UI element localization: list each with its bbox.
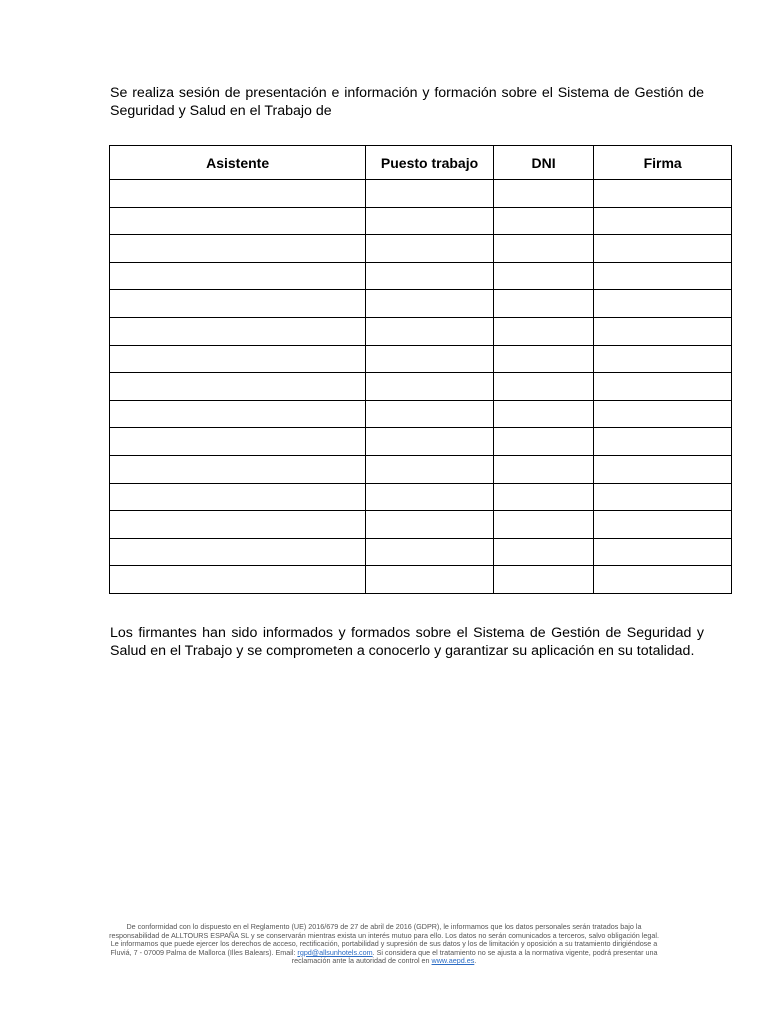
puesto-trabajo-cell[interactable] (366, 483, 494, 511)
table-row (110, 317, 732, 345)
firma-cell[interactable] (594, 538, 732, 566)
puesto-trabajo-cell[interactable] (366, 207, 494, 235)
puesto-trabajo-cell[interactable] (366, 511, 494, 539)
table-row (110, 400, 732, 428)
asistente-cell[interactable] (110, 207, 366, 235)
dni-cell[interactable] (493, 566, 593, 594)
asistente-cell[interactable] (110, 455, 366, 483)
puesto-trabajo-cell[interactable] (366, 455, 494, 483)
dni-cell[interactable] (493, 483, 593, 511)
footer-text-part3: . (474, 956, 477, 966)
asistente-cell[interactable] (110, 538, 366, 566)
table-row (110, 455, 732, 483)
table-body (110, 180, 732, 594)
puesto-trabajo-cell[interactable] (366, 180, 494, 208)
dni-cell[interactable] (493, 345, 593, 373)
attendance-table (109, 145, 732, 594)
firma-cell[interactable] (594, 317, 732, 345)
puesto-trabajo-cell[interactable] (366, 566, 494, 594)
asistente-cell[interactable] (110, 180, 366, 208)
table-header-row (110, 146, 732, 180)
asistente-cell[interactable] (110, 262, 366, 290)
asistente-cell[interactable] (110, 235, 366, 263)
table-row (110, 538, 732, 566)
firma-cell[interactable] (594, 455, 732, 483)
column-header-asistente: Asistente (110, 146, 366, 180)
firma-cell[interactable] (594, 428, 732, 456)
puesto-trabajo-cell[interactable] (366, 262, 494, 290)
dni-cell[interactable] (493, 207, 593, 235)
table-row (110, 511, 732, 539)
footer-website-link[interactable]: www.aepd.es (431, 956, 475, 966)
dni-cell[interactable] (493, 290, 593, 318)
table-row (110, 428, 732, 456)
puesto-trabajo-cell[interactable] (366, 538, 494, 566)
asistente-cell[interactable] (110, 428, 366, 456)
table-row (110, 262, 732, 290)
firma-cell[interactable] (594, 207, 732, 235)
asistente-cell[interactable] (110, 511, 366, 539)
column-header-puesto-trabajo: Puesto trabajo (366, 146, 494, 180)
table-row (110, 180, 732, 208)
puesto-trabajo-cell[interactable] (366, 345, 494, 373)
column-header-firma: Firma (594, 146, 732, 180)
dni-cell[interactable] (493, 262, 593, 290)
dni-cell[interactable] (493, 538, 593, 566)
dni-cell[interactable] (493, 428, 593, 456)
firma-cell[interactable] (594, 373, 732, 401)
firma-cell[interactable] (594, 262, 732, 290)
closing-paragraph: Los firmantes han sido informados y formados sobre el Sistema de Gestión de Seguridad y Salud en el Trabajo y se comprometen a conocerlo y garantizar su aplicación en su totalidad. (110, 625, 704, 659)
firma-cell[interactable] (594, 483, 732, 511)
column-header-dni: DNI (493, 146, 593, 180)
table-row (110, 235, 732, 263)
asistente-cell[interactable] (110, 345, 366, 373)
table-row (110, 345, 732, 373)
footer-text-part2: . Si considera que el tratamiento no se ajusta a la normativa vigente, podrá presentar una reclamación ante la autoridad de control en (291, 947, 658, 966)
firma-cell[interactable] (594, 235, 732, 263)
asistente-cell[interactable] (110, 483, 366, 511)
asistente-cell[interactable] (110, 566, 366, 594)
asistente-cell[interactable] (110, 317, 366, 345)
puesto-trabajo-cell[interactable] (366, 235, 494, 263)
dni-cell[interactable] (493, 317, 593, 345)
dni-cell[interactable] (493, 373, 593, 401)
firma-cell[interactable] (594, 345, 732, 373)
firma-cell[interactable] (594, 180, 732, 208)
firma-cell[interactable] (594, 511, 732, 539)
puesto-trabajo-cell[interactable] (366, 290, 494, 318)
footer-email-link[interactable]: rgpd@allsunhotels.com (297, 947, 373, 957)
table-row (110, 483, 732, 511)
firma-cell[interactable] (594, 290, 732, 318)
table-row (110, 373, 732, 401)
table-row (110, 566, 732, 594)
dni-cell[interactable] (493, 455, 593, 483)
firma-cell[interactable] (594, 566, 732, 594)
firma-cell[interactable] (594, 400, 732, 428)
table-row (110, 207, 732, 235)
puesto-trabajo-cell[interactable] (366, 317, 494, 345)
dni-cell[interactable] (493, 235, 593, 263)
dni-cell[interactable] (493, 180, 593, 208)
intro-paragraph: Se realiza sesión de presentación e información y formación sobre el Sistema de Gestión de Seguridad y Salud en el Trabajo de (110, 85, 704, 119)
puesto-trabajo-cell[interactable] (366, 373, 494, 401)
asistente-cell[interactable] (110, 373, 366, 401)
asistente-cell[interactable] (110, 290, 366, 318)
puesto-trabajo-cell[interactable] (366, 428, 494, 456)
privacy-footer (108, 923, 660, 966)
asistente-cell[interactable] (110, 400, 366, 428)
dni-cell[interactable] (493, 400, 593, 428)
table-row (110, 290, 732, 318)
footer-text-part1: De conformidad con lo dispuesto en el Reglamento (UE) 2016/679 de 27 de abril de 2016 (GDPR), le informamos que los datos personales serán tratados bajo la responsabilidad de ALLTOURS ESPAÑA SL y se conservarán mientras exista un interés mutuo para ello. Los datos no serán comunicados a terceros, salvo obligación legal. Le informamos que puede ejercer los derechos de acceso, rectificación, portabilidad y supresión de sus datos y los de limitación y oposición a su tratamiento dirigiéndose a Fluviá, 7 - 07009 Palma de Mallorca (Illes Balears). Email: (109, 922, 659, 957)
puesto-trabajo-cell[interactable] (366, 400, 494, 428)
dni-cell[interactable] (493, 511, 593, 539)
